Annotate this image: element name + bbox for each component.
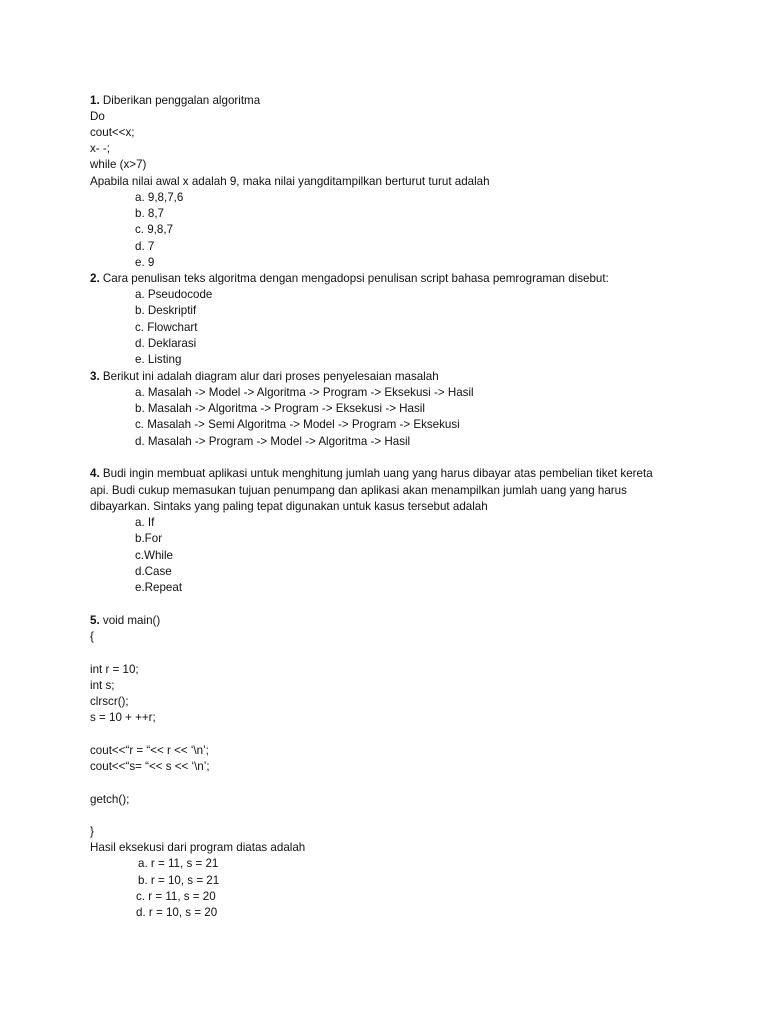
code-line: getch();: [90, 793, 130, 806]
option-c: c.While: [135, 549, 174, 562]
option-c: c. r = 11, s = 20: [136, 890, 216, 903]
question-4-line: api. Budi cukup memasukan tujuan penumpang dan aplikasi akan menampilkan jumlah uang yang harus: [90, 484, 627, 497]
question-4-line: dibayarkan. Sintaks yang paling tepat digunakan untuk kasus tersebut adalah: [90, 500, 488, 513]
option-b: b. 8,7: [135, 207, 165, 220]
question-1-prompt: Apabila nilai awal x adalah 9, maka nilai yangditampilkan berturut turut adalah: [90, 175, 490, 188]
code-line: clrscr();: [90, 695, 129, 708]
question-5-title: [90, 613, 160, 629]
option-d: d. Masalah -> Program -> Model -> Algoritma -> Hasil: [135, 435, 411, 448]
option-d: d. r = 10, s = 20: [136, 906, 218, 919]
code-line: int r = 10;: [90, 663, 139, 676]
question-1-title: [90, 93, 260, 109]
code-line: while (x>7): [90, 158, 147, 171]
question-4-title: [90, 466, 653, 482]
question-text: Diberikan penggalan algoritma: [99, 94, 261, 107]
option-d: d. 7: [135, 240, 155, 253]
option-c: c. Flowchart: [135, 321, 198, 334]
option-b: b. Deskriptif: [135, 304, 197, 317]
question-number: 5.: [90, 614, 100, 627]
option-a: a. 9,8,7,6: [135, 191, 184, 204]
question-number: 3.: [90, 370, 100, 383]
option-b: b. Masalah -> Algoritma -> Program -> Eksekusi -> Hasil: [135, 402, 425, 415]
code-line: x- -;: [90, 142, 110, 155]
question-2-title: [90, 271, 609, 287]
option-d: d.Case: [135, 565, 172, 578]
option-a: a. Masalah -> Model -> Algoritma -> Program -> Eksekusi -> Hasil: [135, 386, 474, 399]
code-line: cout<<“s= “<< s << ‘\n’;: [90, 760, 210, 773]
option-c: c. 9,8,7: [135, 223, 174, 236]
option-a: a. If: [135, 516, 155, 529]
option-b: b.For: [135, 532, 163, 545]
option-e: e.Repeat: [135, 581, 183, 594]
option-e: e. Listing: [135, 353, 182, 366]
question-number: 1.: [90, 94, 100, 107]
option-d: d. Deklarasi: [135, 337, 197, 350]
code-line: }: [90, 825, 94, 838]
option-e: e. 9: [135, 256, 155, 269]
question-number: 4.: [90, 467, 100, 480]
code-line: s = 10 + ++r;: [90, 711, 156, 724]
code-line: int s;: [90, 679, 115, 692]
code-line: cout<<x;: [90, 126, 135, 139]
code-line: Do: [90, 110, 105, 123]
question-5-prompt: Hasil eksekusi dari program diatas adalah: [90, 841, 306, 854]
question-text: Budi ingin membuat aplikasi untuk menghitung jumlah uang yang harus dibayar atas pembelian tiket kereta: [99, 467, 653, 480]
question-3-title: [90, 369, 439, 385]
option-a: a. Pseudocode: [135, 288, 213, 301]
question-number: 2.: [90, 272, 100, 285]
question-text: Cara penulisan teks algoritma dengan mengadopsi penulisan script bahasa pemrograman disebut:: [99, 272, 609, 285]
code-line: {: [90, 630, 94, 643]
question-text: Berikut ini adalah diagram alur dari proses penyelesaian masalah: [99, 370, 439, 383]
code-line: cout<<“r = “<< r << ‘\n’;: [90, 744, 209, 757]
option-b: b. r = 10, s = 21: [138, 874, 220, 887]
question-text: void main(): [99, 614, 161, 627]
option-c: c. Masalah -> Semi Algoritma -> Model -> Program -> Eksekusi: [135, 418, 460, 431]
option-a: a. r = 11, s = 21: [138, 857, 219, 870]
